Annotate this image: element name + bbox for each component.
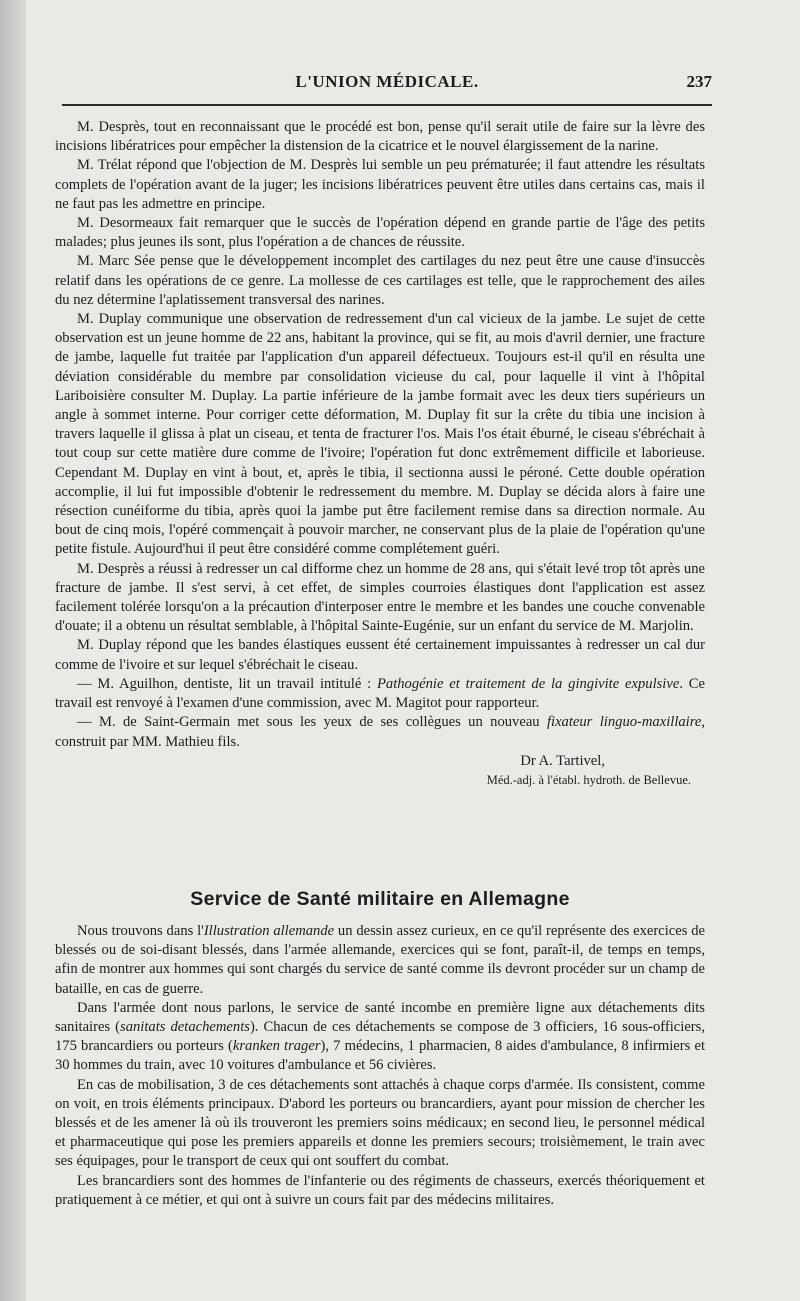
text-run: . Ce travail est renvoyé à l'examen d'une commission, avec M. Magitot pour rapporteur. [55, 675, 705, 712]
paragraph [55, 922, 705, 999]
paragraph: M. Desprès, tout en reconnaissant que le procédé est bon, pense qu'il serait utile de faire sur la lèvre des incisions libératrices pour empêcher la distension de la cicatrice et le nouvel élargissement de la narine. [55, 119, 705, 155]
page-header [62, 70, 712, 98]
signature-title: Méd.-adj. à l'établ. hydroth. de Bellevue. [486, 772, 691, 787]
paragraph: M. Marc Sée pense que le développement incomplet des cartilages du nez peut être une cause d'insuccès relatif dans les opérations de ce genre. La mollesse de ces cartilages est telle, que le rapprochement des ailes du nez détermine l'aplatissement transversal des narines. [55, 253, 705, 308]
work-title: Pathogénie et traitement de la gingivite expulsive [376, 675, 680, 692]
page-number: 237 [686, 72, 712, 91]
paragraph: M. Trélat répond que l'objection de M. Desprès lui semble un peu prématurée; il faut attendre les résultats complets de l'opération avant de la juger; les incisions libératrices peuvent être utiles dans certains cas, mais il ne faut pas les admettre en principe. [55, 157, 705, 212]
paragraph-aguilhon [55, 675, 705, 713]
text-run: Nous trouvons dans l' [77, 923, 204, 939]
paragraph: M. Duplay répond que les bandes élastiques eussent été certainement impuissantes à redresser un cal dur comme de l'ivoire et sur lequel s'ébréchait le ciseau. [55, 637, 705, 673]
running-title: L'UNION MÉDICALE. [295, 72, 479, 91]
paragraph-saint-germain [55, 713, 705, 751]
publication-title: Illustration allemande [203, 923, 335, 939]
text-run: , construit par MM. Mathieu fils. [55, 714, 705, 750]
paragraph: En cas de mobilisation, 3 de ces détachements sont attachés à chaque corps d'armée. Ils consistent, comme on voit, en trois éléments principaux. D'abord les porteurs ou brancardiers, ayant pour mission de chercher les blessés et de les amener là où ils trouveront les premiers soins médicaux; en second lieu, le personnel médical et pharmaceutique qui pose les premiers appareils et donne les premiers secours; troisièmement, le train avec ses équipages, pour le transport de ceux qui ont souffert du combat. [55, 1076, 705, 1170]
german-term: sanitats detachements [120, 1019, 250, 1036]
text-run: — M. de Saint-Germain met sous les yeux de ses collègues un nouveau [77, 714, 547, 731]
section-heading: Service de Santé militaire en Allemagne [190, 888, 570, 910]
text-run: ), 7 médecins, 1 pharmacien, 8 aides d'ambulance, 8 infirmiers et 30 hommes du train, avec 10 voitures d'ambulance et 56 civières. [55, 1038, 705, 1074]
page-gutter-shadow [0, 0, 26, 1301]
header-rule [62, 104, 712, 106]
military-health-section [55, 922, 705, 1210]
german-term: kranken trager [232, 1038, 321, 1055]
text-run: un dessin assez curieux, en ce qu'il représente des exercices de blessés ou de soi-disant blessés, dans l'armée allemande, exercices qui se font, paraît-il, de temps en temps, afin de montrer aux hommes qui sont chargés du service de santé comme ils devront procéder sur un champ de bataille, en cas de guerre. [55, 923, 705, 997]
text-run: — M. Aguilhon, dentiste, lit un travail intitulé : [77, 675, 377, 692]
paragraph: Les brancardiers sont des hommes de l'infanterie ou des régiments de chasseurs, exercés théoriquement et pratiquement à ce métier, et qui ont à suivre un cours fait par des médecins militaires. [55, 1172, 705, 1208]
device-name: fixateur linguo-maxillaire [546, 714, 702, 731]
paragraph: M. Desormeaux fait remarquer que le succès de l'opération dépend en grande partie de l'âge des petits malades; plus jeunes ils sont, plus l'opération a de chances de réussite. [55, 215, 705, 251]
paragraph: M. Duplay communique une observation de redressement d'un cal vicieux de la jambe. Le sujet de cette observation est un jeune homme de 22 ans, habitant la province, qui se fit, au mois d'avril dernier, une fracture de jambe, laquelle fut traitée par l'application d'un appareil défectueux. Toujours est-il qu'il en résulta une déviation considérable du membre par consolidation vicieuse du cal, pour laquelle il vint à l'hôpital Lariboisière consulter M. Duplay. La partie inférieure de la jambe formait avec les deux tiers supérieurs un angle à sommet interne. Pour corriger cette déformation, M. Duplay fit sur la crête du tibia une incision à travers laquelle il glissa à plat un ciseau, et tenta de fracturer l'os. Mais l'os était éburné, le ciseau s'ébréchait à tout coup sur cette matière dure comme de l'ivoire; l'opération fut donc extrêmement difficile et laborieuse. Cependant M. Duplay en vint à bout, et, après le tibia, il sectionna aussi le péroné. Cette double opération accomplie, il lui fut impossible d'obtenir le redressement du membre. M. Duplay se décida alors à faire une résection cunéiforme du tibia, après quoi la jambe put être facilement remise dans sa direction normale. Au bout de cinq mois, l'opéré commençait à pouvoir marcher, ne conservant plus de la plaie de l'opération qu'une petite fistule. Aujourd'hui il peut être considéré comme complétement guéri. [55, 311, 705, 558]
society-proceedings-section [55, 118, 705, 790]
text-run: ). Chacun de ces détachements se compose de 3 officiers, 16 sous-officiers, 175 brancardiers ou porteurs ( [55, 1019, 705, 1055]
text-run: Dans l'armée dont nous parlons, le service de santé incombe en première ligne aux détachements dits sanitaires ( [55, 999, 705, 1036]
paragraph [55, 999, 705, 1076]
signature-name: Dr A. Tartivel, [520, 752, 605, 769]
paragraph: M. Desprès a réussi à redresser un cal difforme chez un homme de 28 ans, qui s'était levé trop tôt après une fracture de jambe. Il s'est servi, à cet effet, de simples courroies élastiques dont l'application est assez facilement tolérée lorsqu'on a la précaution d'interposer entre le membre et les bandes une couche convenable d'ouate; il a obtenu un résultat semblable, à l'hôpital Sainte-Eugénie, sur un enfant du service de M. Marjolin. [55, 560, 705, 635]
